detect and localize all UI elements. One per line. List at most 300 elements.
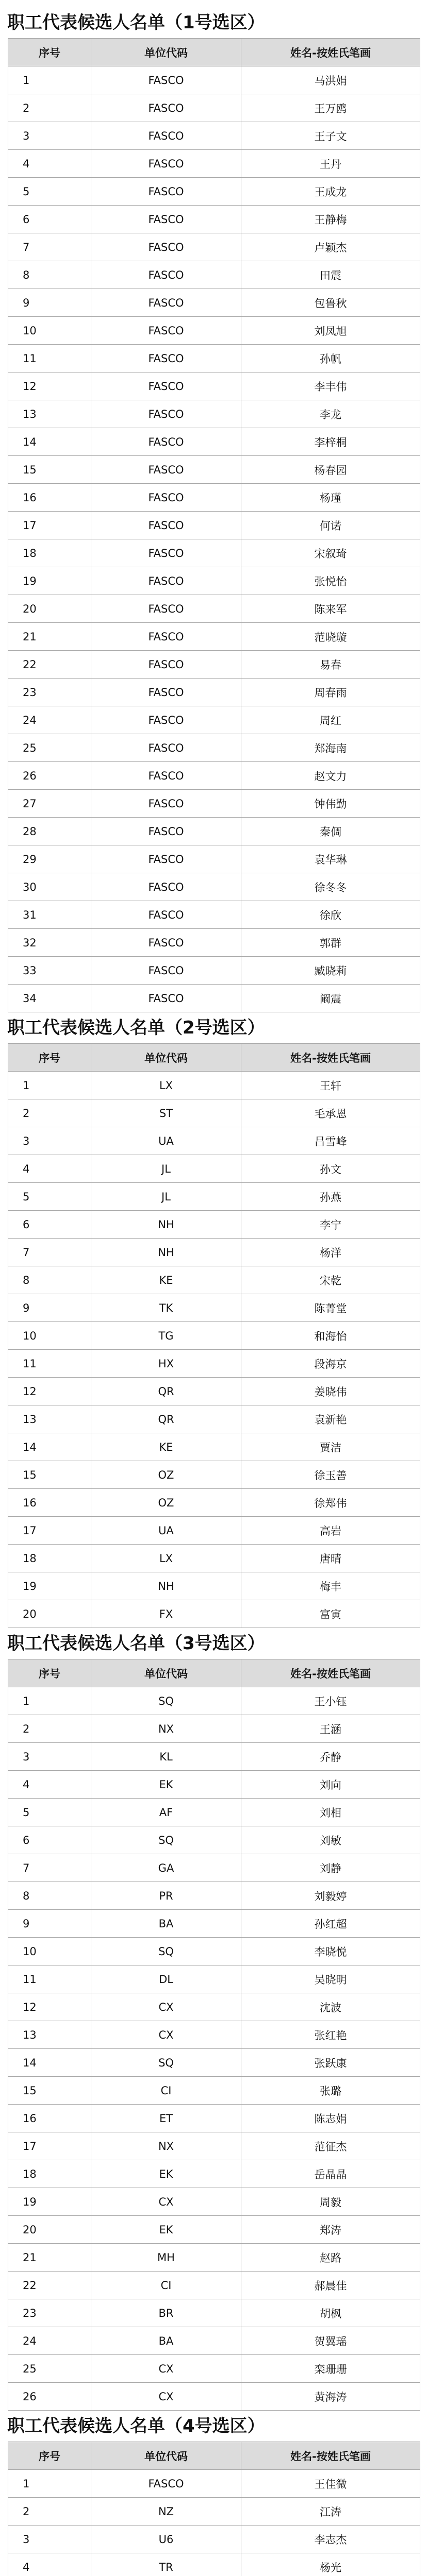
cell-number: 9 [8,289,91,317]
cell-number: 26 [8,2383,91,2411]
cell-number: 2 [8,1099,91,1127]
district-section [0,2411,428,2576]
cell-name: 周春雨 [241,679,420,706]
cell-name: 梅丰 [241,1572,420,1600]
table-row [8,1155,420,1183]
table-row [8,233,420,261]
cell-number: 7 [8,1239,91,1266]
cell-unit-code: CX [91,2383,241,2411]
cell-number: 28 [8,818,91,845]
table-row [8,623,420,651]
cell-number: 19 [8,567,91,595]
cell-name: 王丹 [241,150,420,178]
cell-name: 杨洋 [241,1239,420,1266]
table-header-row [8,2442,420,2470]
cell-number: 33 [8,957,91,985]
cell-unit-code: FASCO [91,929,241,957]
cell-name: 李宁 [241,1211,420,1239]
cell-number: 10 [8,1938,91,1965]
cell-number: 24 [8,706,91,734]
cell-unit-code: FASCO [91,845,241,873]
table-row [8,1687,420,1715]
cell-name: 王万鸥 [241,94,420,122]
cell-unit-code: ET [91,2105,241,2132]
cell-number: 23 [8,679,91,706]
cell-unit-code: FASCO [91,289,241,317]
cell-unit-code: CI [91,2077,241,2105]
table-row [8,1910,420,1938]
cell-name: 王佳微 [241,2470,420,2498]
cell-name: 王涵 [241,1715,420,1743]
cell-name: 李晓悦 [241,1938,420,1965]
cell-unit-code: JL [91,1155,241,1183]
cell-number: 22 [8,651,91,679]
cell-number: 7 [8,233,91,261]
cell-unit-code: FASCO [91,957,241,985]
table-row [8,1183,420,1211]
cell-number: 18 [8,539,91,567]
cell-unit-code: FX [91,1600,241,1628]
cell-unit-code: TG [91,1322,241,1350]
cell-name: 刘毅婷 [241,1882,420,1910]
cell-number: 1 [8,1072,91,1099]
cell-number: 2 [8,2498,91,2526]
cell-name: 乔静 [241,1743,420,1771]
table-header-row [8,1659,420,1687]
cell-name: 张悦怡 [241,567,420,595]
cell-number: 18 [8,1545,91,1572]
header-number: 序号 [8,39,91,66]
cell-unit-code: FASCO [91,539,241,567]
cell-number: 6 [8,1211,91,1239]
table-row [8,1433,420,1461]
cell-number: 8 [8,261,91,289]
table-row [8,1127,420,1155]
cell-name: 李梓桐 [241,428,420,456]
cell-number: 20 [8,595,91,623]
cell-unit-code: SQ [91,1826,241,1854]
cell-unit-code: FASCO [91,233,241,261]
cell-unit-code: CX [91,1993,241,2021]
cell-number: 25 [8,2355,91,2383]
table-row [8,567,420,595]
cell-unit-code: BA [91,2327,241,2355]
table-row [8,2244,420,2272]
table-row [8,1572,420,1600]
table-row [8,2021,420,2049]
table-row [8,1743,420,1771]
cell-name: 王轩 [241,1072,420,1099]
table-row [8,2160,420,2188]
cell-unit-code: FASCO [91,484,241,512]
cell-name: 范征杰 [241,2132,420,2160]
table-row [8,1405,420,1433]
cell-number: 5 [8,178,91,206]
table-row [8,762,420,790]
cell-name: 陈志娟 [241,2105,420,2132]
table-row [8,400,420,428]
cell-number: 17 [8,2132,91,2160]
cell-unit-code: FASCO [91,94,241,122]
candidate-table [8,1043,420,1628]
cell-name: 杨光 [241,2553,420,2576]
table-row [8,1461,420,1489]
cell-number: 23 [8,2299,91,2327]
cell-unit-code: BR [91,2299,241,2327]
cell-unit-code: FASCO [91,985,241,1012]
header-number: 序号 [8,2442,91,2470]
cell-number: 18 [8,2160,91,2188]
cell-unit-code: FASCO [91,790,241,818]
cell-unit-code: U6 [91,2526,241,2553]
table-row [8,1322,420,1350]
cell-number: 32 [8,929,91,957]
table-row [8,2553,420,2576]
cell-unit-code: SQ [91,1687,241,1715]
cell-name: 陈菁堂 [241,1294,420,1322]
header-name: 姓名-按姓氏笔画 [241,1044,420,1072]
cell-name: 周毅 [241,2188,420,2216]
cell-unit-code: FASCO [91,706,241,734]
cell-unit-code: GA [91,1854,241,1882]
cell-unit-code: UA [91,1517,241,1545]
cell-unit-code: KL [91,1743,241,1771]
cell-number: 14 [8,1433,91,1461]
table-row [8,66,420,94]
section-title: 职工代表候选人名单（2号选区） [7,1018,265,1038]
cell-name: 王静梅 [241,206,420,233]
cell-name: 包鲁秋 [241,289,420,317]
cell-unit-code: OZ [91,1489,241,1517]
cell-number: 16 [8,1489,91,1517]
cell-number: 8 [8,1882,91,1910]
cell-name: 阚震 [241,985,420,1012]
cell-unit-code: HX [91,1350,241,1378]
cell-unit-code: LX [91,1545,241,1572]
table-row [8,1938,420,1965]
table-header-row [8,39,420,66]
header-number: 序号 [8,1659,91,1687]
cell-number: 13 [8,400,91,428]
cell-unit-code: FASCO [91,345,241,372]
cell-name: 袁新艳 [241,1405,420,1433]
cell-number: 11 [8,345,91,372]
cell-name: 孙红超 [241,1910,420,1938]
table-header-row [8,1044,420,1072]
header-unit-code: 单位代码 [91,1044,241,1072]
table-row [8,2077,420,2105]
cell-name: 田震 [241,261,420,289]
cell-name: 何诺 [241,512,420,539]
table-row [8,734,420,762]
table-row [8,372,420,400]
cell-unit-code: FASCO [91,2470,241,2498]
cell-unit-code: EK [91,2160,241,2188]
cell-number: 4 [8,1771,91,1799]
cell-number: 8 [8,1266,91,1294]
header-number: 序号 [8,1044,91,1072]
cell-unit-code: NX [91,2132,241,2160]
district-section [0,1012,428,1628]
cell-number: 1 [8,2470,91,2498]
table-row [8,428,420,456]
cell-name: 刘向 [241,1771,420,1799]
cell-unit-code: FASCO [91,567,241,595]
cell-unit-code: BA [91,1910,241,1938]
table-row [8,122,420,150]
table-row [8,873,420,901]
cell-unit-code: FASCO [91,873,241,901]
cell-unit-code: AF [91,1799,241,1826]
table-row [8,178,420,206]
table-row [8,1826,420,1854]
cell-unit-code: FASCO [91,178,241,206]
cell-name: 刘敏 [241,1826,420,1854]
cell-name: 赵路 [241,2244,420,2272]
table-row [8,929,420,957]
district-section [0,7,428,1012]
table-row [8,1545,420,1572]
cell-name: 袁华琳 [241,845,420,873]
table-row [8,901,420,929]
cell-unit-code: TK [91,1294,241,1322]
cell-unit-code: QR [91,1378,241,1405]
cell-name: 孙燕 [241,1183,420,1211]
table-row [8,845,420,873]
table-row [8,1072,420,1099]
cell-name: 张红艳 [241,2021,420,2049]
cell-unit-code: UA [91,1127,241,1155]
cell-unit-code: KE [91,1433,241,1461]
cell-unit-code: ST [91,1099,241,1127]
table-row [8,790,420,818]
cell-number: 3 [8,122,91,150]
cell-number: 2 [8,94,91,122]
cell-unit-code: FASCO [91,317,241,345]
cell-name: 杨瑾 [241,484,420,512]
cell-number: 16 [8,484,91,512]
cell-number: 15 [8,2077,91,2105]
cell-number: 21 [8,623,91,651]
cell-unit-code: FASCO [91,734,241,762]
cell-number: 1 [8,1687,91,1715]
cell-number: 30 [8,873,91,901]
cell-unit-code: FASCO [91,66,241,94]
cell-name: 徐玉善 [241,1461,420,1489]
cell-name: 李丰伟 [241,372,420,400]
header-name: 姓名-按姓氏笔画 [241,39,420,66]
cell-name: 王子文 [241,122,420,150]
table-row [8,1266,420,1294]
table-row [8,512,420,539]
cell-unit-code: KE [91,1266,241,1294]
table-row [8,595,420,623]
table-row [8,2188,420,2216]
section-title: 职工代表候选人名单（3号选区） [7,1633,265,1654]
cell-name: 高岩 [241,1517,420,1545]
table-row [8,539,420,567]
cell-unit-code: FASCO [91,428,241,456]
cell-number: 25 [8,734,91,762]
cell-number: 4 [8,1155,91,1183]
cell-name: 范晓璇 [241,623,420,651]
cell-name: 易春 [241,651,420,679]
cell-name: 胡枫 [241,2299,420,2327]
cell-unit-code: PR [91,1882,241,1910]
cell-unit-code: FASCO [91,261,241,289]
cell-unit-code: FASCO [91,595,241,623]
cell-unit-code: NH [91,1239,241,1266]
cell-unit-code: FASCO [91,762,241,790]
cell-number: 15 [8,1461,91,1489]
table-row [8,2470,420,2498]
header-unit-code: 单位代码 [91,1659,241,1687]
table-row [8,2498,420,2526]
cell-number: 19 [8,1572,91,1600]
candidate-table [8,38,420,1012]
cell-name: 毛承恩 [241,1099,420,1127]
cell-name: 钟伟勤 [241,790,420,818]
table-row [8,1715,420,1743]
cell-unit-code: FASCO [91,512,241,539]
cell-number: 27 [8,790,91,818]
cell-name: 王成龙 [241,178,420,206]
cell-name: 杨春园 [241,456,420,484]
cell-number: 16 [8,2105,91,2132]
cell-unit-code: LX [91,1072,241,1099]
cell-number: 29 [8,845,91,873]
cell-name: 黄海涛 [241,2383,420,2411]
cell-unit-code: NZ [91,2498,241,2526]
table-row [8,2327,420,2355]
table-row [8,985,420,1012]
cell-name: 周红 [241,706,420,734]
table-row [8,1350,420,1378]
table-row [8,651,420,679]
cell-name: 郑涛 [241,2216,420,2244]
cell-name: 徐欣 [241,901,420,929]
cell-name: 唐晴 [241,1545,420,1572]
cell-unit-code: TR [91,2553,241,2576]
cell-unit-code: NH [91,1211,241,1239]
cell-name: 段海京 [241,1350,420,1378]
table-row [8,94,420,122]
cell-name: 王小钰 [241,1687,420,1715]
table-row [8,1378,420,1405]
cell-number: 11 [8,1965,91,1993]
table-row [8,456,420,484]
cell-name: 张璐 [241,2077,420,2105]
table-row [8,2049,420,2077]
cell-unit-code: SQ [91,1938,241,1965]
cell-name: 郭群 [241,929,420,957]
header-name: 姓名-按姓氏笔画 [241,1659,420,1687]
candidate-table [8,1659,420,2411]
table-row [8,2355,420,2383]
cell-name: 刘相 [241,1799,420,1826]
table-row [8,2272,420,2299]
cell-number: 3 [8,1743,91,1771]
table-row [8,679,420,706]
cell-number: 10 [8,317,91,345]
cell-unit-code: FASCO [91,400,241,428]
table-row [8,2132,420,2160]
cell-number: 20 [8,1600,91,1628]
cell-unit-code: MH [91,2244,241,2272]
cell-unit-code: OZ [91,1461,241,1489]
table-row [8,1099,420,1127]
cell-name: 臧晓莉 [241,957,420,985]
cell-name: 吴晓明 [241,1965,420,1993]
cell-number: 34 [8,985,91,1012]
cell-number: 12 [8,1993,91,2021]
header-name: 姓名-按姓氏笔画 [241,2442,420,2470]
cell-number: 14 [8,428,91,456]
cell-number: 10 [8,1322,91,1350]
cell-name: 卢颖杰 [241,233,420,261]
cell-name: 宋叙琦 [241,539,420,567]
cell-number: 5 [8,1799,91,1826]
cell-name: 李龙 [241,400,420,428]
cell-name: 富寅 [241,1600,420,1628]
cell-unit-code: FASCO [91,818,241,845]
cell-unit-code: FASCO [91,150,241,178]
cell-name: 姜晓伟 [241,1378,420,1405]
cell-name: 徐冬冬 [241,873,420,901]
cell-name: 刘静 [241,1854,420,1882]
cell-number: 9 [8,1294,91,1322]
cell-unit-code: FASCO [91,679,241,706]
cell-name: 郑海南 [241,734,420,762]
cell-number: 7 [8,1854,91,1882]
cell-name: 宋乾 [241,1266,420,1294]
cell-number: 26 [8,762,91,790]
cell-name: 赵文力 [241,762,420,790]
table-row [8,2383,420,2411]
cell-unit-code: SQ [91,2049,241,2077]
table-row [8,1882,420,1910]
district-section [0,1628,428,2411]
candidate-table [8,2442,420,2576]
cell-number: 13 [8,1405,91,1433]
cell-number: 12 [8,1378,91,1405]
cell-name: 李志杰 [241,2526,420,2553]
table-row [8,317,420,345]
cell-number: 9 [8,1910,91,1938]
table-row [8,1854,420,1882]
cell-number: 14 [8,2049,91,2077]
cell-name: 陈来军 [241,595,420,623]
cell-unit-code: FASCO [91,623,241,651]
table-row [8,1517,420,1545]
cell-unit-code: FASCO [91,206,241,233]
cell-number: 6 [8,206,91,233]
table-row [8,1965,420,1993]
cell-number: 6 [8,1826,91,1854]
cell-name: 郝晨佳 [241,2272,420,2299]
cell-number: 1 [8,66,91,94]
cell-number: 15 [8,456,91,484]
cell-number: 3 [8,2526,91,2553]
table-row [8,261,420,289]
cell-number: 13 [8,2021,91,2049]
table-row [8,1993,420,2021]
cell-name: 孙文 [241,1155,420,1183]
cell-name: 马洪娟 [241,66,420,94]
cell-name: 栾珊珊 [241,2355,420,2383]
cell-number: 17 [8,1517,91,1545]
cell-number: 31 [8,901,91,929]
